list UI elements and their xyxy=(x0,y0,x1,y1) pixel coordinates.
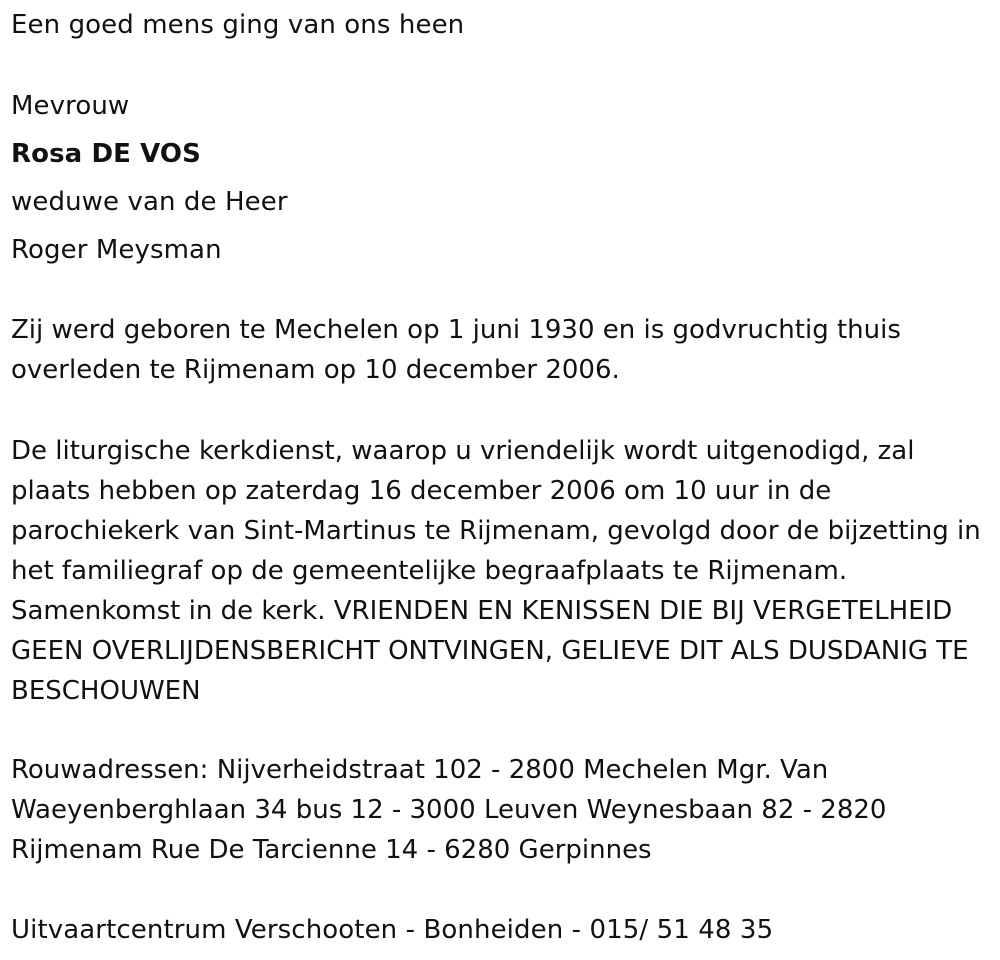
spouse-name: Roger Meysman xyxy=(11,235,222,265)
deceased-name: Rosa DE VOS xyxy=(11,139,201,169)
service-paragraph: De liturgische kerkdienst, waarop u vriendelijk wordt uitgenodigd, zal plaats hebben op zaterdag 16 december 2006 om 10 uur in de parochiekerk van Sint-Martinus te Rijmenam, gevolgd door de bijzetting in het familiegraf op de gemeentelijke begraafplaats te Rijmenam. Samenkomst in de kerk. VRIENDEN EN KENISSEN DIE BIJ VERGETELHEID GEEN OVERLIJDENSBERICHT ONTVINGEN, GELIEVE DIT ALS DUSDANIG TE BESCHOUWEN xyxy=(11,436,981,706)
intro-text: Een goed mens ging van ons heen xyxy=(11,10,465,40)
relation-text: weduwe van de Heer xyxy=(11,187,288,217)
addresses-paragraph: Rouwadressen: Nijverheidstraat 102 - 2800 Mechelen Mgr. Van Waeyenberghlaan 34 bus 12 - 3000 Leuven Weynesbaan 82 - 2820 Rijmenam Rue De Tarcienne 14 - 6280 Gerpinnes xyxy=(11,755,887,865)
salutation: Mevrouw xyxy=(11,91,130,121)
birth-death-paragraph: Zij werd geboren te Mechelen op 1 juni 1930 en is godvruchtig thuis overleden te Rijmenam op 10 december 2006. xyxy=(11,315,901,385)
funeral-home: Uitvaartcentrum Verschooten - Bonheiden - 015/ 51 48 35 xyxy=(11,915,774,945)
